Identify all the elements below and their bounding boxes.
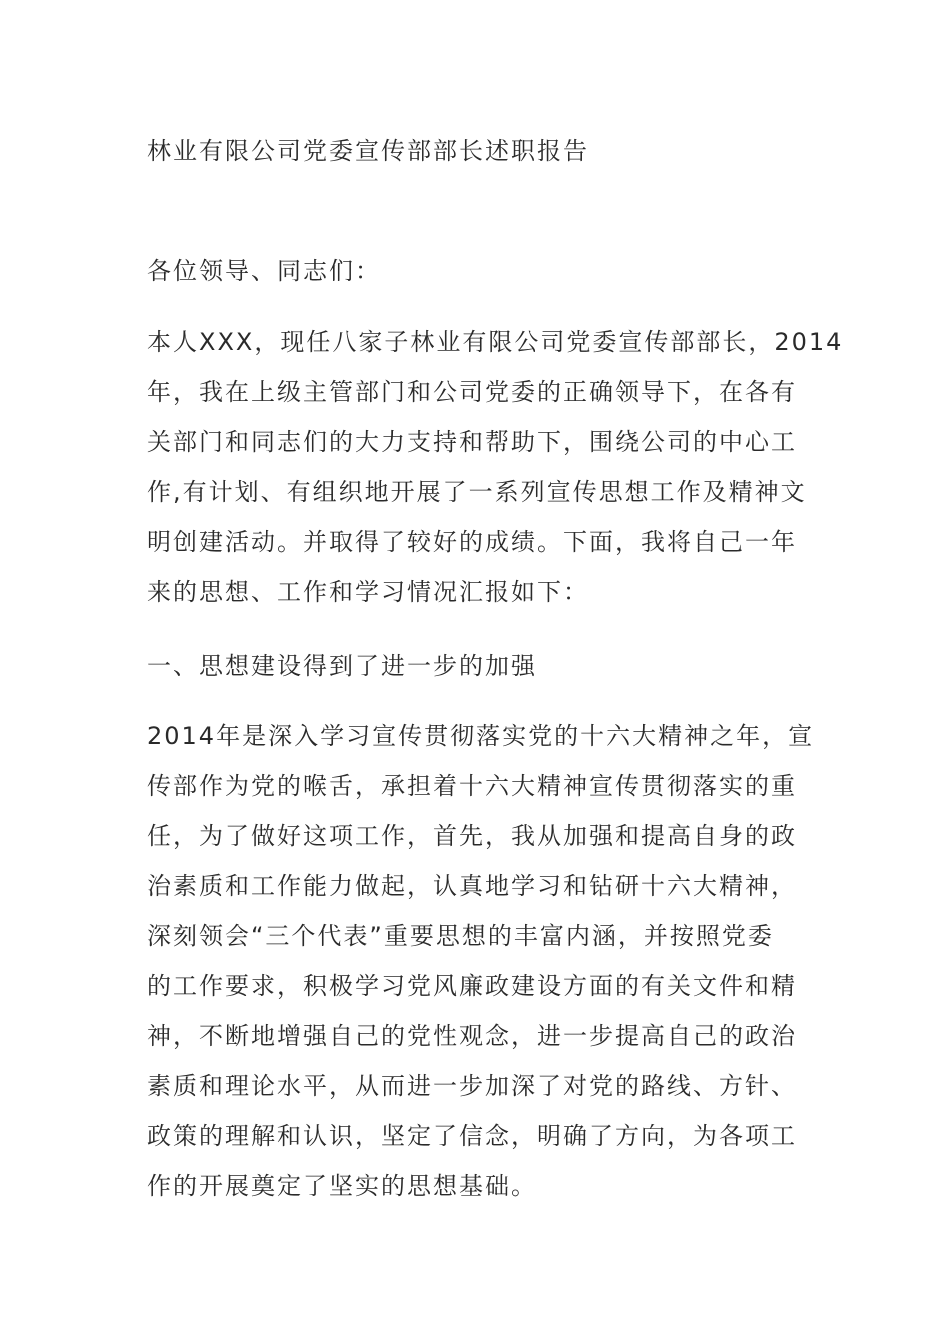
paragraph-intro: [147, 317, 844, 617]
paragraph-line: 深刻领会“三个代表”重要思想的丰富内涵，并按照党委: [147, 922, 774, 950]
paragraph-line: 年，我在上级主管部门和公司党委的正确领导下，在各有: [147, 378, 797, 406]
paragraph-line: 传部作为党的喉舌，承担着十六大精神宣传贯彻落实的重: [147, 772, 797, 800]
paragraph-line: 明创建活动。并取得了较好的成绩。下面，我将自己一年: [147, 528, 797, 556]
paragraph-ideology: [147, 711, 815, 1211]
salutation-line: 各位领导、同志们：: [147, 257, 381, 285]
paragraph-line: 本人XXX，现任八家子林业有限公司党委宣传部部长，2014: [147, 328, 844, 356]
paragraph-line: 关部门和同志们的大力支持和帮助下，围绕公司的中心工: [147, 428, 797, 456]
paragraph-line: 素质和理论水平，从而进一步加深了对党的路线、方针、: [147, 1072, 797, 1100]
paragraph-line: 来的思想、工作和学习情况汇报如下：: [147, 578, 589, 606]
paragraph-line: 作,有计划、有组织地开展了一系列宣传思想工作及精神文: [147, 478, 807, 506]
paragraph-line: 治素质和工作能力做起，认真地学习和钻研十六大精神，: [147, 872, 797, 900]
document-title: 林业有限公司党委宣传部部长述职报告: [147, 137, 589, 165]
section-heading: [147, 641, 797, 691]
paragraph-line: 的工作要求，积极学习党风廉政建设方面的有关文件和精: [147, 972, 797, 1000]
salutation: [147, 246, 797, 296]
paragraph-line: 2014年是深入学习宣传贯彻落实党的十六大精神之年，宣: [147, 722, 815, 750]
paragraph-line: 神，不断地增强自己的党性观念，进一步提高自己的政治: [147, 1022, 797, 1050]
paragraph-line: 作的开展奠定了坚实的思想基础。: [147, 1172, 537, 1200]
paragraph-line: 任，为了做好这项工作，首先，我从加强和提高自身的政: [147, 822, 797, 850]
paragraph-line: 政策的理解和认识，坚定了信念，明确了方向，为各项工: [147, 1122, 797, 1150]
section-heading-text: 一、思想建设得到了进一步的加强: [147, 652, 537, 680]
